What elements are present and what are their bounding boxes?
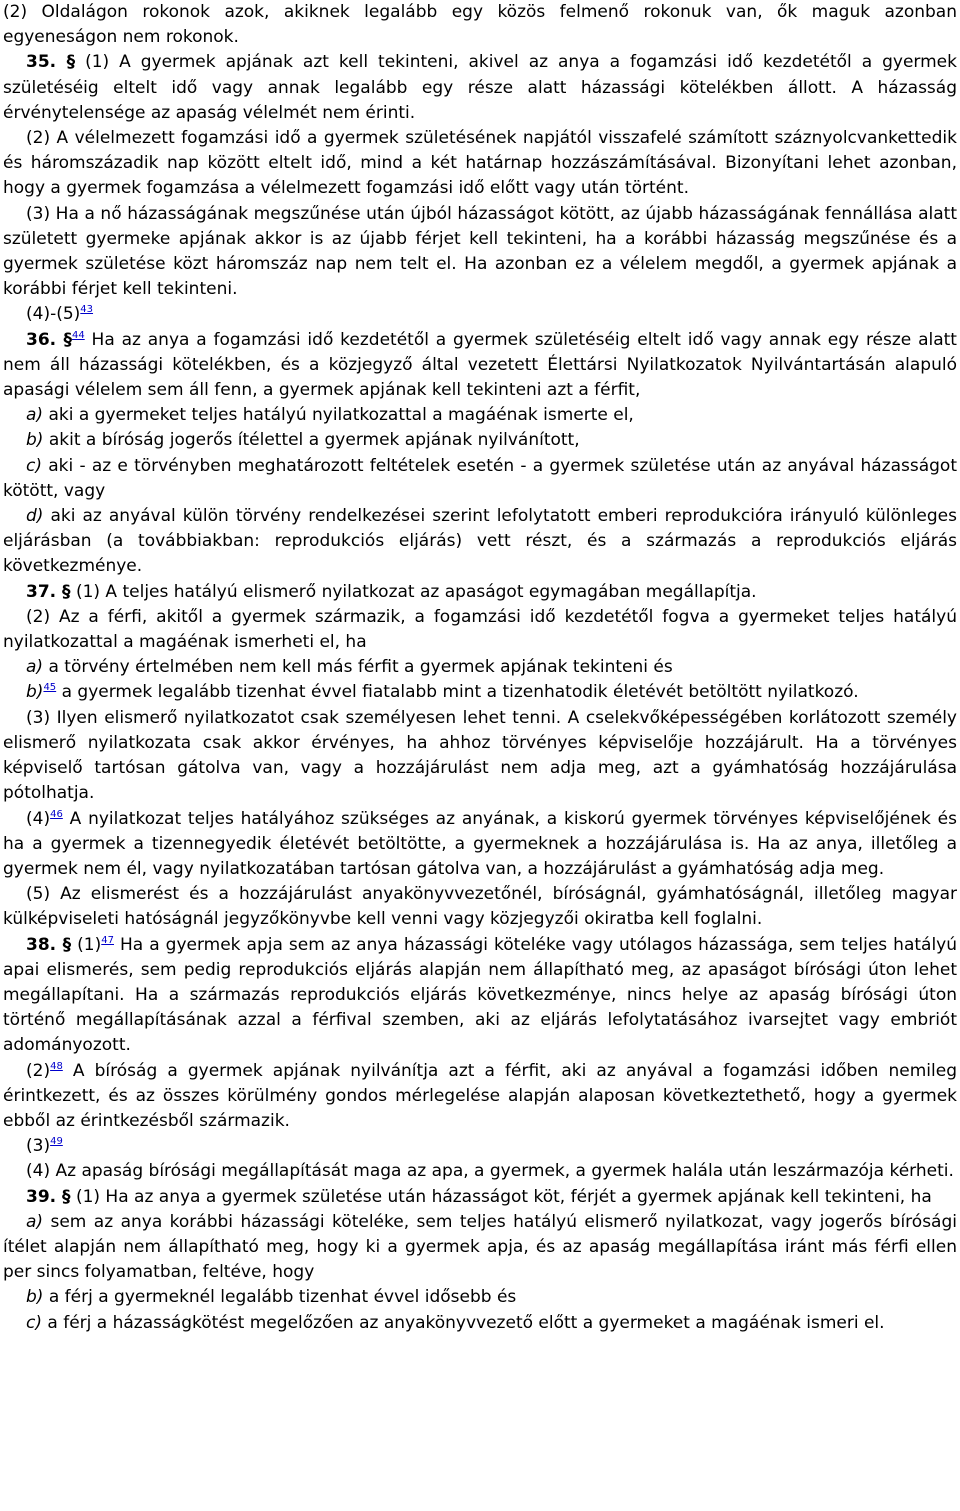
paragraph-text: (1)	[71, 934, 102, 955]
paragraph	[3, 0, 957, 50]
paragraph	[3, 1059, 957, 1135]
paragraph-text: a férj a házasságkötést megelőzően az anyakönyvvezető előtt a gyermeket a magáénak ismeri el.	[41, 1312, 885, 1333]
section-number: 37. §	[26, 581, 71, 602]
paragraph	[3, 882, 957, 932]
list-label: c)	[26, 1312, 42, 1333]
footnote-link[interactable]: 46	[50, 808, 63, 820]
footnote-link[interactable]: 44	[71, 329, 85, 341]
footnote-link[interactable]: 49	[50, 1136, 63, 1148]
paragraph	[3, 1311, 957, 1336]
footnote-marker	[101, 935, 114, 946]
paragraph-text: (2) Oldalágon rokonok azok, akiknek legalább egy közös felmenő rokonuk van, ők maguk azonban egyeneságon nem rokonok.	[3, 2, 957, 48]
paragraph-text: (4)-(5)	[26, 304, 81, 325]
paragraph-text: a törvény értelmében nem kell más férfit a gyermek apjának tekinteni és	[43, 657, 673, 678]
paragraph	[3, 1185, 957, 1210]
paragraph	[3, 202, 957, 303]
list-label: c)	[26, 455, 42, 476]
paragraph-text: (2) A vélelmezett fogamzási idő a gyermek születésének napjától visszafelé számított száznyolcvankettedik és háromszázadik nap között eltelt idő, mind a két határnap hozzászámításával. Bizonyítani lehet azonban, hogy a gyermek fogamzása a vélelmezett fogamzási idő előtt vagy után történt.	[3, 128, 957, 199]
paragraph-text: (1) Ha az anya a gyermek születése után házasságot köt, férjét a gyermek apjának kell tekinteni, ha	[70, 1186, 932, 1207]
footnote-link[interactable]: 45	[43, 682, 57, 694]
paragraph-text: (3) Ha a nő házasságának megszűnése után újból házasságot kötött, az újabb házasságának fennállása alatt született gyermeke apjának akkor is az újabb férjet kell tekinteni, ha a korábbi házasság megszűnése és a gyermek születése közt háromszáz nap nem telt el. Ha azonban ez a vélelem megdől, a gyermek apjának a korábbi férjet kell tekinteni.	[3, 203, 957, 300]
paragraph	[3, 328, 957, 404]
footnote-marker	[80, 304, 93, 315]
footnote-link[interactable]: 47	[101, 934, 114, 946]
paragraph	[3, 580, 957, 605]
paragraph-text: (3)	[26, 1136, 51, 1157]
list-label: b)	[26, 1287, 44, 1308]
footnote-link[interactable]: 43	[80, 304, 94, 316]
paragraph-text: (1) A gyermek apjának azt kell tekinteni, akivel az anya a fogamzási idő kezdetétől a gyermek születéséig eltelt idő vagy annak legalább egy része alatt házassági kötelékben állott. A házasság érvénytelensége az apaság vélelmét nem érinti.	[3, 52, 957, 123]
paragraph-text: (2)	[26, 1060, 51, 1081]
list-label: b)	[26, 682, 44, 703]
paragraph-text: A bíróság a gyermek apjának nyilvánítja azt a férfit, aki az anyával a fogamzási időben nemileg érintkezett, és az összes körülmény gondos mérlegelése alapján alaposan következtethető, hogy a gyermek ebből az érintkezésből származik.	[3, 1060, 957, 1131]
paragraph-text: A nyilatkozat teljes hatályához szükséges az anyának, a kiskorú gyermek törvényes képviselőjének és ha a gyermek a tizennegyedik életévét betöltötte, a gyermeknek a hozzájárulása is. Ha az anya, illetőleg a gyermek nem él, vagy nyilatkozatában tartósan gátolva van, a hozzájárulást a gyámhatóság adja meg.	[3, 808, 957, 879]
paragraph-text: a férj a gyermeknél legalább tizenhat évvel idősebb és	[43, 1287, 517, 1308]
paragraph-text: Ha a gyermek apja sem az anya házassági köteléke vagy utólagos házassága, sem teljes hatályú apai elismerés, sem pedig reprodukciós eljárás alapján nem állapítható meg, az apaságot bírósági úton lehet megállapítani. Ha a származás reprodukciós eljárás következménye, nincs helye az apaság bírósági úton történő megállapításának azzal a férfival szemben, aki az eljárás lefolytatásához ivarsejtet vagy embriót adományozott.	[3, 934, 957, 1056]
footnote-marker	[72, 330, 85, 341]
footnote-marker	[50, 1136, 63, 1147]
list-label: a)	[26, 657, 44, 678]
paragraph-text: aki - az e törvényben meghatározott feltételek esetén - a gyermek születése után az anyával házasságot kötött, vagy	[3, 455, 957, 501]
section-number: 35. §	[26, 52, 76, 73]
paragraph	[3, 933, 957, 1059]
paragraph-text: (3) Ilyen elismerő nyilatkozatot csak személyesen lehet tenni. A cselekvőképességében korlátozott személy elismerő nyilatkozata csak akkor érvényes, ha ahhoz törvényes képviselője hozzájárult. Ha a törvényes képviselő tartósan gátolva van, vagy a hozzájárulást nem adja meg, azt a gyámhatóság hozzájárulása pótolhatja.	[3, 707, 957, 804]
paragraph	[3, 1134, 957, 1159]
paragraph	[3, 454, 957, 504]
paragraph	[3, 680, 957, 705]
list-label: b)	[26, 430, 44, 451]
paragraph	[3, 706, 957, 807]
paragraph-text: (4)	[26, 808, 51, 829]
paragraph-text: (2) Az a férfi, akitől a gyermek származik, a fogamzási idő kezdetétől fogva a gyermeket teljes hatályú nyilatkozattal a magáénak ismerheti el, ha	[3, 606, 957, 653]
footnote-marker	[50, 1061, 63, 1072]
paragraph-text: (4) Az apaság bírósági megállapítását maga az apa, a gyermek, a gyermek halála után leszármazója kérheti.	[26, 1161, 954, 1182]
list-label: a)	[26, 405, 44, 426]
footnote-link[interactable]: 48	[50, 1060, 63, 1072]
paragraph	[3, 504, 957, 580]
section-number: 38. §	[26, 934, 72, 955]
section-number: 36. §	[26, 329, 72, 350]
footnote-marker	[43, 682, 56, 693]
paragraph-text: sem az anya korábbi házassági köteléke, sem teljes hatályú elismerő nyilatkozat, vagy jogerős bírósági ítélet alapján nem állapítható meg, hogy ki a gyermek apja, és az apaság megállapítása iránt más férfi ellen per sincs folyamatban, feltéve, hogy	[3, 1211, 957, 1283]
paragraph-text: akit a bíróság jogerős ítélettel a gyermek apjának nyilvánított,	[43, 430, 580, 451]
paragraph-text: (1) A teljes hatályú elismerő nyilatkozat az apaságot egymagában megállapítja.	[70, 581, 757, 602]
paragraph	[3, 1210, 957, 1286]
paragraph-text: a gyermek legalább tizenhat évvel fiatalabb mint a tizenhatodik életévét betöltött nyilatkozó.	[56, 682, 859, 703]
paragraph-text: aki az anyával külön törvény rendelkezései szerint lefolytatott emberi reprodukcióra irányuló különleges eljárásban (a továbbiakban: reprodukciós eljárás) vett részt, és a származás a reprodukciós eljárás következménye.	[3, 506, 957, 577]
paragraph	[3, 428, 957, 453]
paragraph	[3, 1285, 957, 1310]
paragraph	[3, 655, 957, 680]
paragraph	[3, 302, 957, 327]
paragraph	[3, 605, 957, 655]
footnote-marker	[50, 809, 63, 820]
paragraph	[3, 126, 957, 202]
paragraph	[3, 1159, 957, 1184]
paragraph-text: (5) Az elismerést és a hozzájárulást anyakönyvvezetőnél, bíróságnál, gyámhatóságnál, illetőleg magyar külképviseleti hatóságnál jegyzőkönyvbe kell venni vagy közjegyzői okiratba kell foglalni.	[3, 884, 957, 930]
paragraph	[3, 403, 957, 428]
list-label: d)	[26, 506, 44, 527]
paragraph	[3, 807, 957, 883]
paragraph	[3, 50, 957, 126]
paragraph-text: aki a gyermeket teljes hatályú nyilatkozattal a magáénak ismerte el,	[43, 405, 634, 426]
paragraph-text: Ha az anya a fogamzási idő kezdetétől a gyermek születéséig eltelt idő vagy annak egy része alatt nem áll házassági kötelékben, és a közjegyző által vezetett Élettársi Nyilatkozatok Nyilvántartásán alapuló apasági vélelem sem áll fenn, a gyermek apjának kell tekinteni azt a férfit,	[3, 329, 957, 401]
list-label: a)	[26, 1211, 44, 1232]
section-number: 39. §	[26, 1186, 71, 1207]
